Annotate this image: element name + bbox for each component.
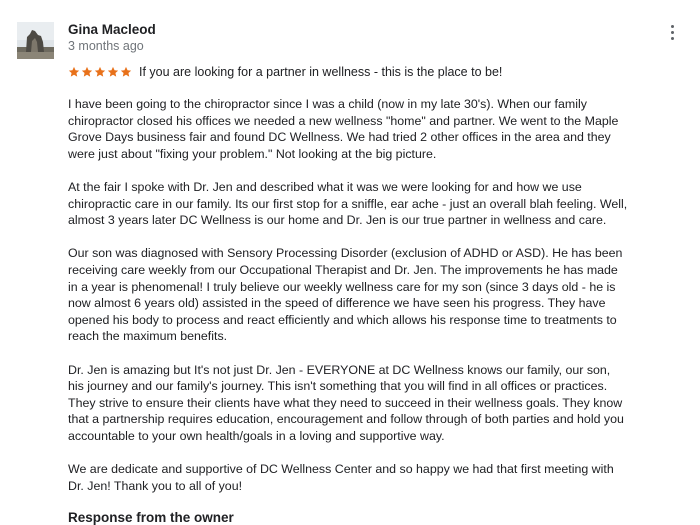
star-icon bbox=[94, 66, 106, 78]
more-vert-icon bbox=[671, 25, 674, 28]
review-title: If you are looking for a partner in wellness - this is the place to be! bbox=[139, 65, 503, 79]
review-text bbox=[68, 96, 628, 511]
avatar-photo-icon bbox=[17, 22, 54, 59]
reviewer-name[interactable]: Gina Macleod bbox=[68, 22, 156, 37]
star-rating bbox=[68, 66, 132, 78]
review-date: 3 months ago bbox=[68, 39, 144, 53]
review-paragraph: We are dedicate and supportive of DC Wellness Center and so happy we had that first meeting with Dr. Jen! Thank you to all of you! bbox=[68, 462, 614, 493]
review-paragraph: I have been going to the chiropractor since I was a child (now in my late 30's). When our family chiropractor closed his offices we needed a new wellness "home" and partner. We went to the Maple Grove Days business fair and found DC Wellness. We had tried 2 other offices in the area and they were just about "fixing your problem." Not looking at the big picture. bbox=[68, 97, 619, 161]
star-icon bbox=[120, 66, 132, 78]
more-options-button[interactable] bbox=[662, 22, 682, 42]
avatar[interactable] bbox=[17, 22, 54, 59]
more-vert-icon bbox=[671, 31, 674, 34]
star-icon bbox=[68, 66, 80, 78]
owner-response-heading: Response from the owner bbox=[68, 510, 234, 525]
review-paragraph: Dr. Jen is amazing but It's not just Dr. Jen - EVERYONE at DC Wellness knows our family, our son, his journey and our family's journey. This isn't something that you will find in all offices or practices. They strive to ensure their clients have what they need to succeed in their wellness goals. They know that a partnership requires education, encouragement and follow through of both parties and hold you accountable to your own health/goals in a loving and supportive way. bbox=[68, 362, 624, 443]
review-paragraph: At the fair I spoke with Dr. Jen and described what it was we were looking for and how we use chiropractic care in our family. Its our first stop for a sniffle, ear ache - just an overall blah feeling. Well, almost 3 years later DC Wellness is our home and Dr. Jen is our true partner in wellness and care. bbox=[68, 179, 628, 228]
review-paragraph: Our son was diagnosed with Sensory Processing Disorder (exclusion of ADHD or ASD). He has been receiving care weekly from our Occupational Therapist and Dr. Jen. The improvements he has made in a year is phenomenal! I truly believe our weekly wellness care for my son (since 3 days old - he is now almost 6 years old) assisted in the speed of difference we have seen his progress. They have opened his body to process and react efficiently and which allows his response time to treatments to reach the maximum benefits. bbox=[68, 246, 623, 344]
more-vert-icon bbox=[671, 37, 674, 40]
star-icon bbox=[81, 66, 93, 78]
star-icon bbox=[107, 66, 119, 78]
rating-line bbox=[68, 65, 502, 79]
